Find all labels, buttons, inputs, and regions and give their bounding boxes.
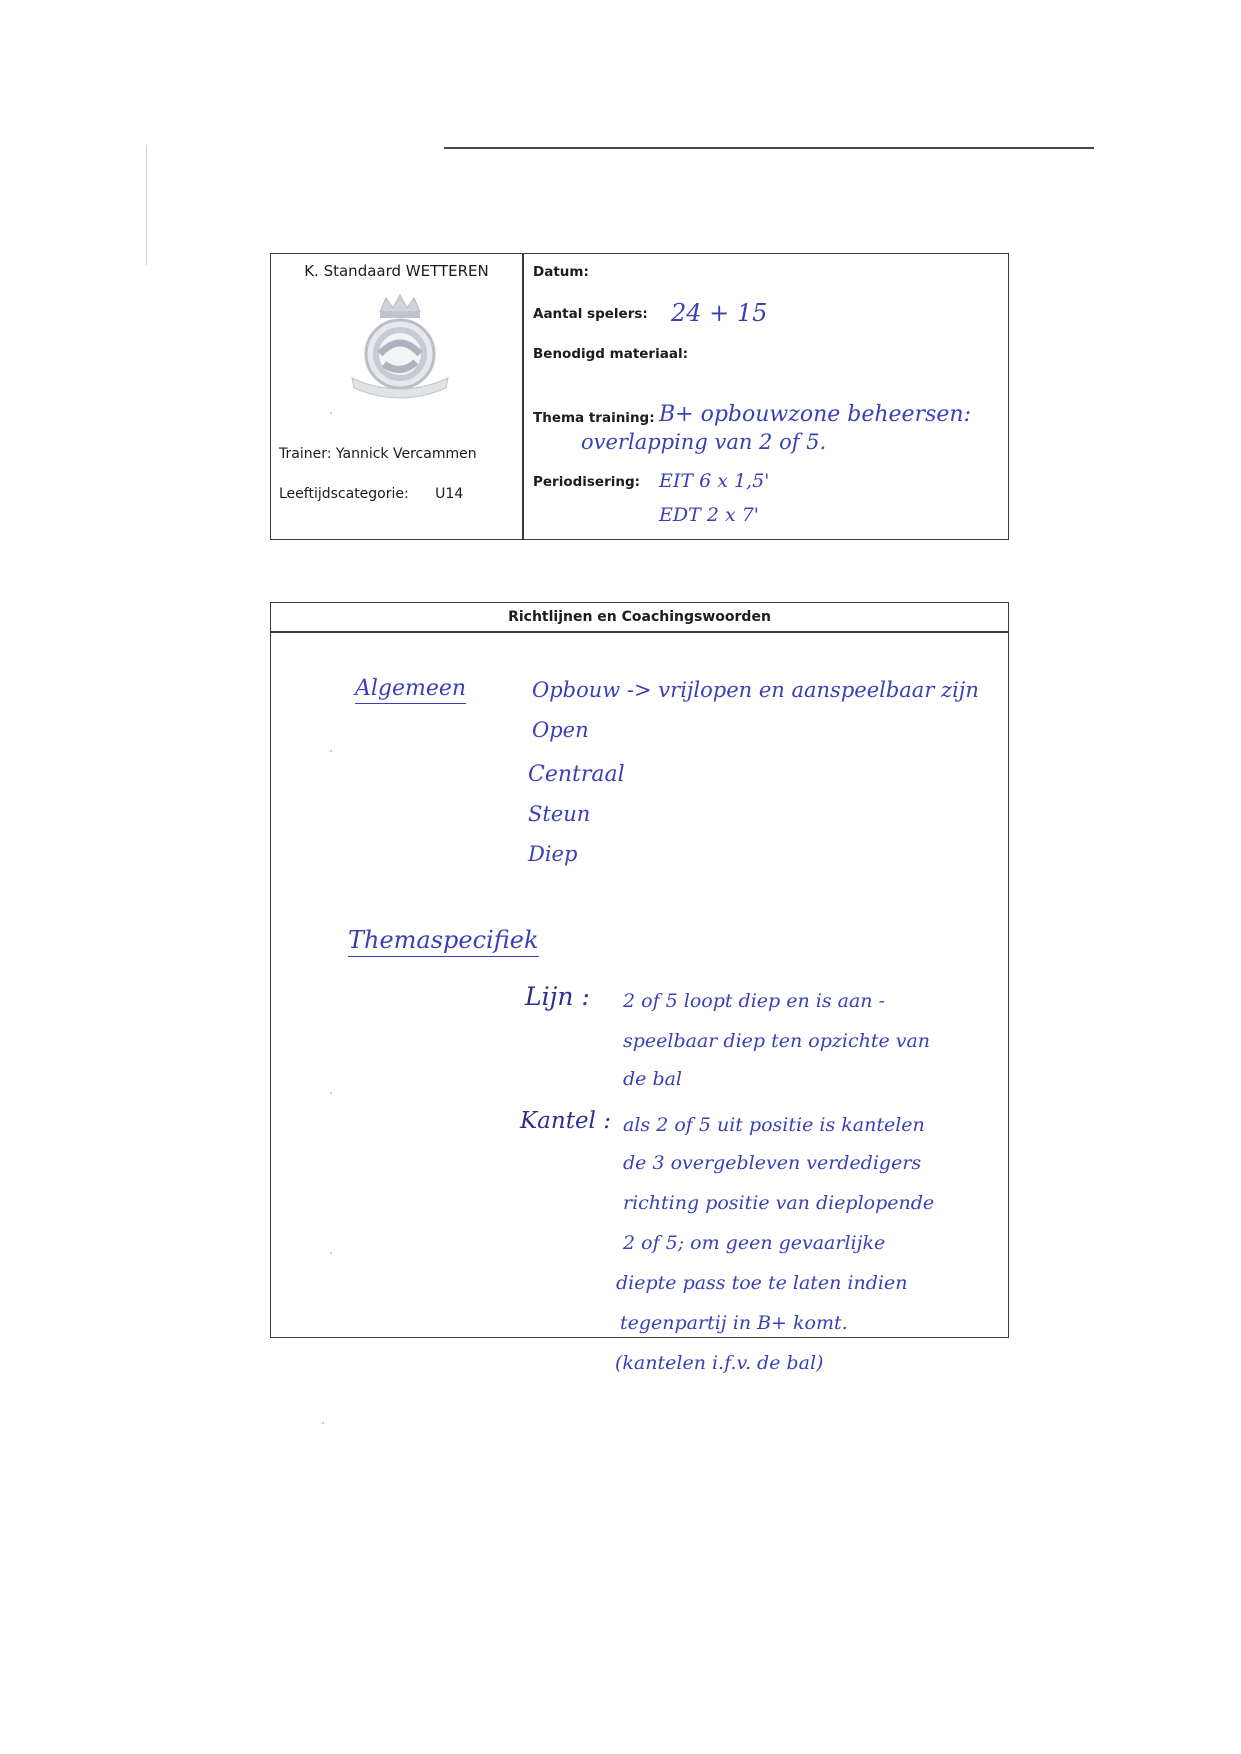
kantel-line: tegenpartij in B+ komt. xyxy=(620,1312,848,1334)
lijn-label: Lijn : xyxy=(525,982,590,1011)
periodisation-label: Periodisering: xyxy=(533,474,641,490)
players-label: Aantal spelers: xyxy=(533,306,648,322)
periodisation-line-1-handwritten: EIT 6 x 1,5' xyxy=(659,470,770,492)
theme-line-2-handwritten: overlapping van 2 of 5. xyxy=(581,430,827,454)
age-category-row xyxy=(279,486,463,502)
column-divider xyxy=(522,254,524,539)
club-name: K. Standaard WETTEREN xyxy=(304,262,489,280)
scan-edge-line xyxy=(444,147,1094,149)
periodisation-line-2-handwritten: EDT 2 x 7' xyxy=(659,504,760,526)
guidelines-title: Richtlijnen en Coachingswoorden xyxy=(508,609,771,625)
algemeen-item: Diep xyxy=(528,842,578,866)
age-category-label: Leeftijdscategorie: xyxy=(279,486,409,502)
guidelines-box xyxy=(270,602,1009,1338)
club-logo-icon xyxy=(346,292,454,402)
scan-edge-line-left xyxy=(146,145,147,265)
training-header-box xyxy=(270,253,1009,540)
lijn-line: de bal xyxy=(623,1068,683,1090)
algemeen-heading: Algemeen xyxy=(355,676,466,701)
kantel-line: (kantelen i.f.v. de bal) xyxy=(615,1352,824,1374)
algemeen-item: Steun xyxy=(528,802,591,826)
algemeen-item: Open xyxy=(532,718,589,742)
kantel-line: de 3 overgebleven verdedigers xyxy=(623,1152,922,1174)
kantel-label: Kantel : xyxy=(520,1108,611,1134)
kantel-line: als 2 of 5 uit positie is kantelen xyxy=(623,1114,925,1136)
players-value-handwritten: 24 + 15 xyxy=(671,299,768,327)
themaspecifiek-heading: Themaspecifiek xyxy=(348,926,539,954)
scan-speck xyxy=(322,1422,324,1424)
theme-line-1-handwritten: B+ opbouwzone beheersen: xyxy=(659,402,971,427)
kantel-line: diepte pass toe te laten indien xyxy=(616,1272,908,1294)
trainer-name: Yannick Vercammen xyxy=(335,446,477,462)
lijn-line: speelbaar diep ten opzichte van xyxy=(623,1030,931,1052)
lijn-line: 2 of 5 loopt diep en is aan - xyxy=(623,990,885,1012)
trainer-row xyxy=(279,446,477,462)
theme-label: Thema training: xyxy=(533,410,655,426)
trainer-label: Trainer: xyxy=(279,446,332,462)
algemeen-item: Opbouw -> vrijlopen en aanspeelbaar zijn xyxy=(532,678,979,702)
kantel-line: 2 of 5; om geen gevaarlijke xyxy=(623,1232,886,1254)
material-label: Benodigd materiaal: xyxy=(533,346,688,362)
kantel-line: richting positie van dieplopende xyxy=(623,1192,935,1214)
guidelines-header-divider xyxy=(271,631,1008,633)
algemeen-item: Centraal xyxy=(528,762,625,787)
date-label: Datum: xyxy=(533,264,589,280)
age-category-value: U14 xyxy=(435,486,464,502)
